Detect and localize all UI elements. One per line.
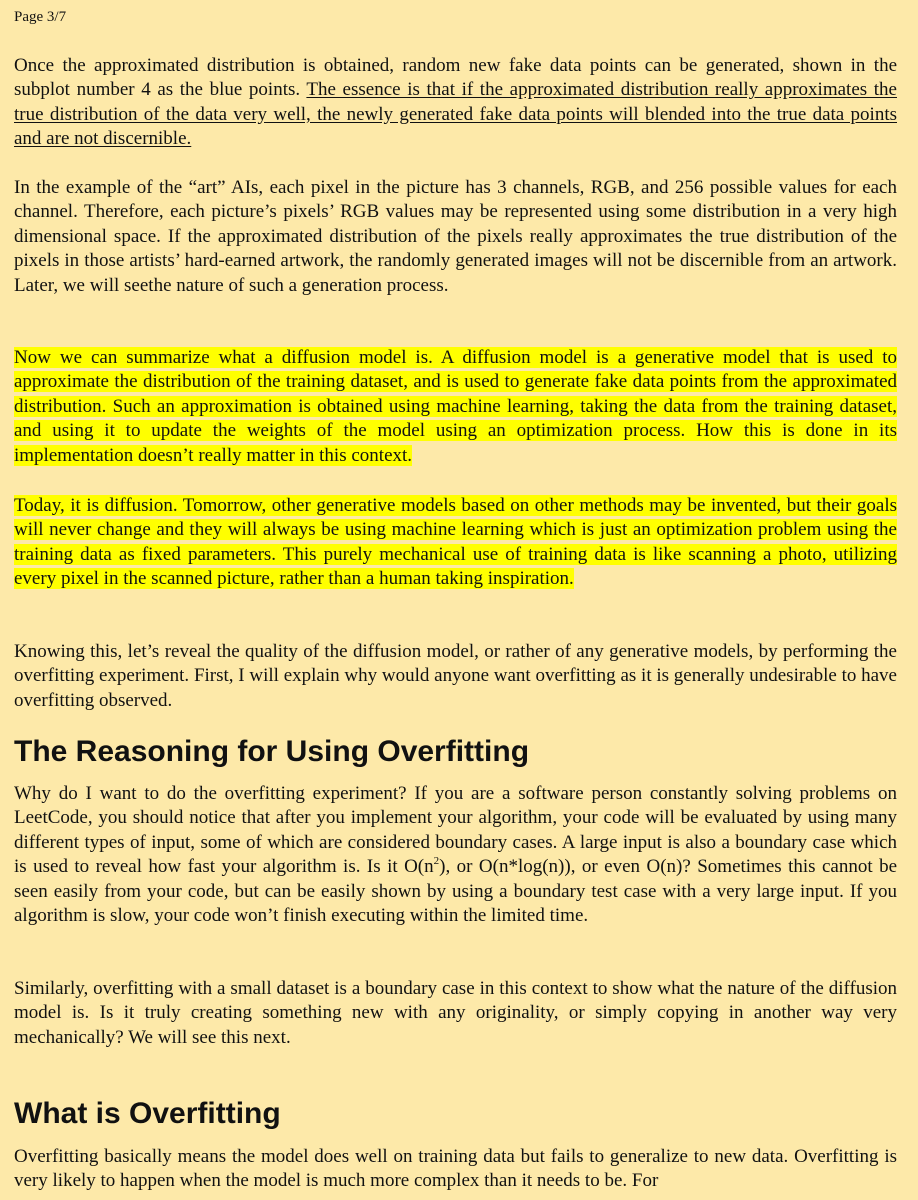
paragraph-overfitting-intro: Knowing this, let’s reveal the quality of the diffusion model, or rather of any generative models, by performing the overfitting experiment. First, I will explain why would anyone want overfitting as it is generally undesirable to have overfitting observed.: [14, 641, 897, 711]
paragraph-generative-future: [14, 494, 897, 592]
highlighted-generative-future: Today, it is diffusion. Tomorrow, other generative models based on other methods may be invented, but their goals will never change and they will always be using machine learning which is just an optimization problem using the training data as fixed parameters. This purely mechanical use of training data is like scanning a photo, utilizing every pixel in the scanned picture, rather than a human taking inspiration.: [14, 495, 897, 590]
paragraph-overfitting-definition: Overfitting basically means the model does well on training data but fails to generalize to new data. Overfitting is very likely to happen when the model is much more complex than it needs to be. For: [14, 1146, 897, 1192]
leetcode-text-before: Why do I want to do the overfitting experiment? If you are a software person constantly solving problems on LeetCode, you should notice that after you implement your algorithm, your code will be evaluated by using many different types of input, some of which are considered boundary cases. A large input is also a boundary case which is used to reveal how fast your algorithm is. Is it O(n: [14, 783, 897, 878]
paragraph-boundary-case: Similarly, overfitting with a small dataset is a boundary case in this context to show what the nature of the diffusion model is. Is it truly creating something new with any originality, or simply copying in another way very mechanically? We will see this next.: [14, 978, 897, 1048]
leetcode-text-after: ), or O(n*log(n)), or even O(n)? Sometimes this cannot be seen easily from your code, but can be easily shown by using a boundary test case with a very large input. If you algorithm is slow, your code won’t finish executing within the limited time.: [14, 856, 898, 927]
highlighted-diffusion-summary: Now we can summarize what a diffusion model is. A diffusion model is a generative model that is used to approximate the distribution of the training dataset, and is used to generate fake data points from the approximated distribution. Such an approximation is obtained using machine learning, taking the data from the training dataset, and using it to update the weights of the model using an optimization process. How this is done in its implementation doesn’t really matter in this context.: [14, 347, 897, 466]
paragraph-diffusion-summary: [14, 346, 897, 468]
underlined-essence-text: The essence is that if the approximated distribution really approximates the true distribution of the data very well, the newly generated fake data points will blended into the true data points and are not discernible.: [14, 79, 897, 150]
paragraph-generation-text: Once the approximated distribution is obtained, random new fake data points can be generated, shown in the subplot number 4 as the blue points.: [14, 55, 897, 101]
paragraph-art-ai-pixels: In the example of the “art” AIs, each pixel in the picture has 3 channels, RGB, and 256 possible values for each channel. Therefore, each picture’s pixels’ RGB values may be represented using some distribution in a very high dimensional space. If the approximated distribution of the pixels really approximates the true distribution of the pixels in those artists’ hard-earned artwork, the randomly generated images will not be discernible from an artwork. Later, we will seethe nature of such a generation process.: [14, 177, 897, 296]
superscript-two: 2: [433, 855, 440, 868]
page-number: Page 3/7: [14, 9, 67, 25]
heading-reasoning-overfitting: The Reasoning for Using Overfitting: [14, 735, 530, 768]
paragraph-leetcode-analogy: [14, 782, 897, 928]
heading-what-is-overfitting: What is Overfitting: [14, 1097, 281, 1130]
paragraph-generation: [14, 54, 897, 152]
